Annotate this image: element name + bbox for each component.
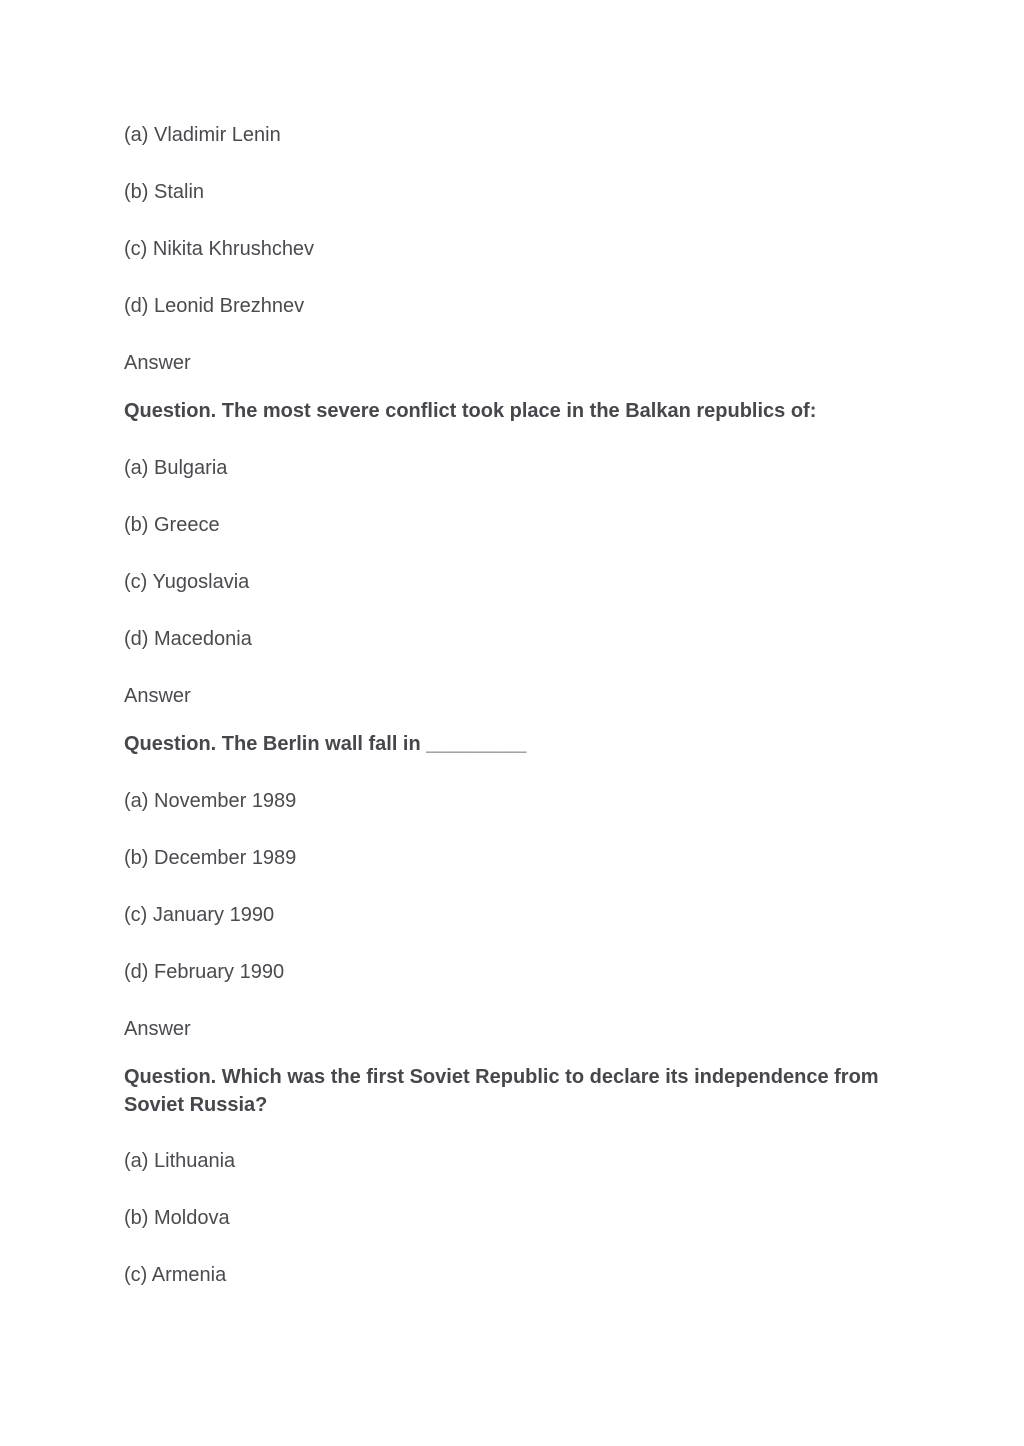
question-text: Question. Which was the first Soviet Republic to declare its independence from Soviet Russia? [124,1066,879,1116]
option-c: (c) January 1990 [124,904,275,926]
option-c: (c) Armenia [124,1264,227,1286]
answer-link[interactable]: Answer [124,352,191,374]
option-b: (b) December 1989 [124,847,297,869]
option-d: (d) February 1990 [124,961,285,983]
option-a: (a) November 1989 [124,790,297,812]
option-d: (d) Leonid Brezhnev [124,295,305,317]
option-a: (a) Vladimir Lenin [124,124,281,146]
option-d: (d) Macedonia [124,628,252,650]
option-c: (c) Yugoslavia [124,571,250,593]
question-text: Question. The most severe conflict took place in the Balkan republics of: [124,400,817,422]
option-b: (b) Stalin [124,181,205,203]
answer-link[interactable]: Answer [124,685,191,707]
option-a: (a) Bulgaria [124,457,228,479]
question-text: Question. The Berlin wall fall in _________ [124,733,527,755]
option-b: (b) Greece [124,514,220,536]
option-b: (b) Moldova [124,1207,230,1229]
option-c: (c) Nikita Khrushchev [124,238,315,260]
option-a: (a) Lithuania [124,1150,236,1172]
answer-link[interactable]: Answer [124,1018,191,1040]
